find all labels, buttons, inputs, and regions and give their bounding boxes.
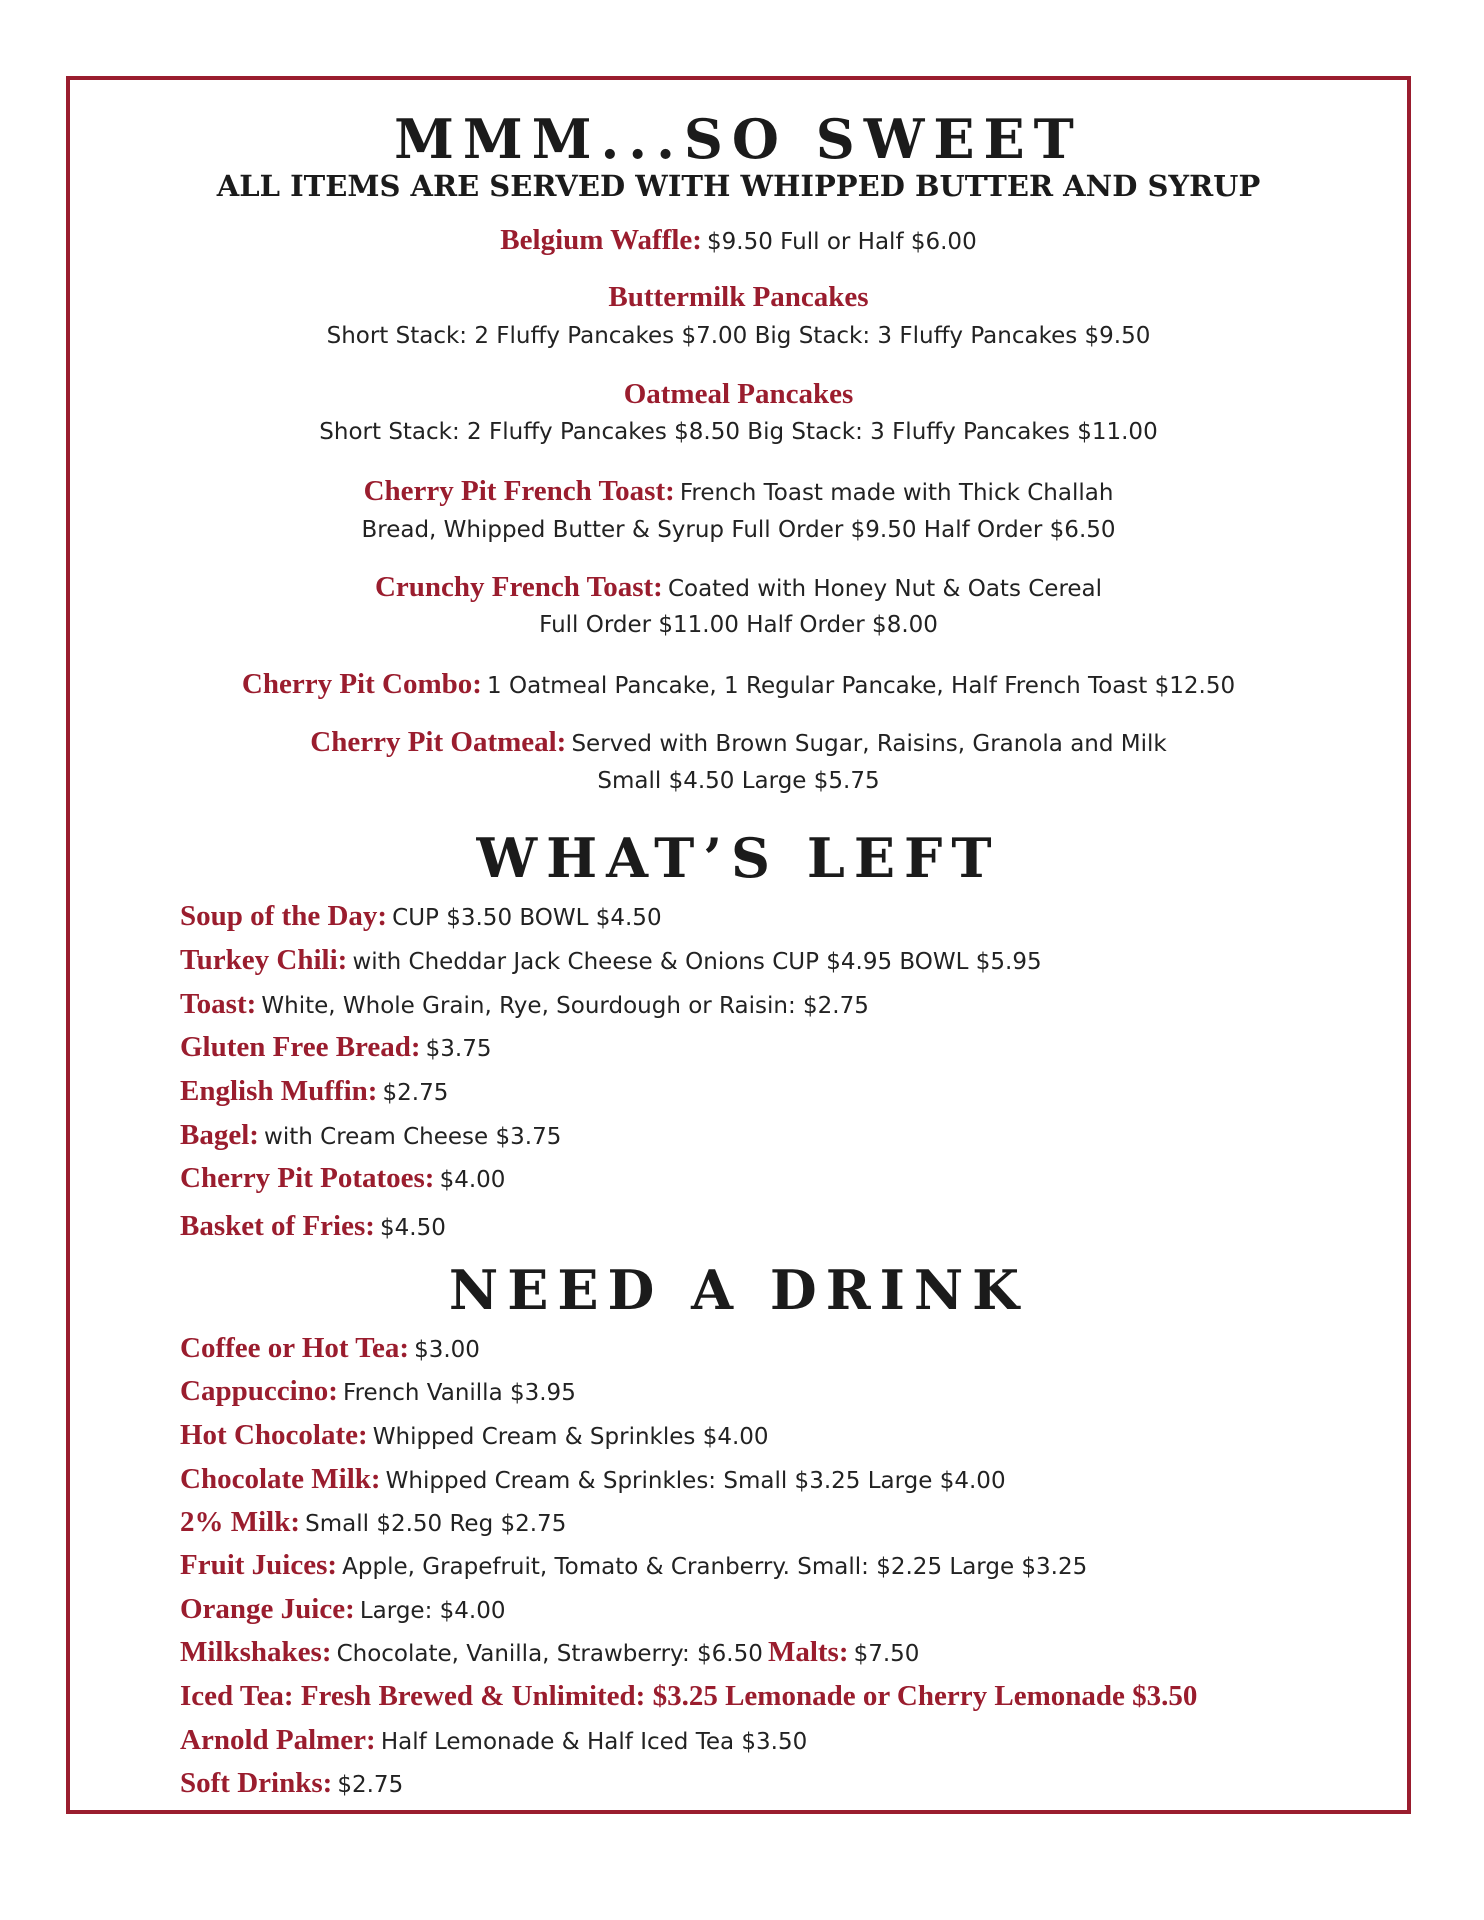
menu-item-hot-chocolate	[180, 1421, 769, 1450]
item-desc: Small $2.50 Reg $2.75	[305, 1511, 567, 1537]
item-name: Turkey Chili:	[180, 944, 348, 976]
menu-item-arnold-palmer	[180, 1726, 807, 1755]
item-desc: Short Stack: 2 Fluffy Pancakes $7.00 Big Stack: 3 Fluffy Pancakes $9.50	[326, 323, 1151, 349]
item-name: Cherry Pit Oatmeal:	[310, 726, 567, 758]
item-desc: French Toast made with Thick Challah	[679, 480, 1114, 506]
item-desc: Small $4.50 Large $5.75	[597, 768, 880, 794]
item-name: Toast:	[180, 988, 257, 1020]
item-name: Buttermilk Pancakes	[608, 281, 869, 313]
menu-item-cappuccino	[180, 1377, 576, 1406]
menu-item-orange-juice	[180, 1595, 505, 1624]
item-desc: Served with Brown Sugar, Raisins, Granola and Milk	[571, 731, 1167, 757]
item-desc: $9.50 Full or Half $6.00	[707, 229, 977, 255]
oatmeal-pancakes-desc	[66, 421, 1411, 444]
item-desc: $3.00	[414, 1337, 480, 1363]
item-name: Arnold Palmer:	[180, 1724, 376, 1756]
item-name: Hot Chocolate:	[180, 1419, 368, 1451]
item-desc: Full Order $11.00 Half Order $8.00	[539, 612, 938, 638]
menu-item-soup	[180, 902, 662, 931]
item-desc: Whipped Cream & Sprinkles $4.00	[372, 1424, 769, 1450]
menu-item-milkshakes	[180, 1638, 919, 1667]
menu-item-cherry-pit-combo	[66, 670, 1411, 699]
sweet-subtitle: ALL ITEMS ARE SERVED WITH WHIPPED BUTTER AND SYRUP	[216, 169, 1261, 203]
menu-item-oatmeal-pancakes	[66, 380, 1411, 409]
item-name: Cherry Pit French Toast:	[363, 475, 675, 507]
menu-item-cherry-pit-potatoes	[180, 1164, 505, 1193]
menu-item-2-percent-milk	[180, 1508, 566, 1537]
item-desc: $2.75	[337, 1772, 404, 1798]
menu-item-basket-of-fries	[180, 1212, 446, 1241]
item-desc-malts: $7.50	[853, 1641, 920, 1667]
item-desc: with Cheddar Jack Cheese & Onions CUP $4.95 BOWL $5.95	[352, 949, 1042, 975]
section-title-whats-left: WHAT’S LEFT	[476, 826, 1001, 890]
item-desc: $3.75	[425, 1036, 492, 1062]
menu-item-cherry-pit-french-toast	[66, 477, 1411, 506]
menu-item-chocolate-milk	[180, 1465, 1006, 1494]
menu-item-gluten-free-bread	[180, 1033, 492, 1062]
item-desc: Whipped Cream & Sprinkles: Small $3.25 Large $4.00	[385, 1468, 1006, 1494]
item-desc: Coated with Honey Nut & Oats Cereal	[667, 576, 1103, 602]
item-name: Coffee or Hot Tea:	[180, 1332, 409, 1364]
item-desc: $2.75	[382, 1080, 449, 1106]
item-name: Belgium Waffle:	[500, 224, 702, 256]
menu-item-soft-drinks	[180, 1769, 403, 1798]
menu-item-crunchy-french-toast	[66, 573, 1411, 602]
menu-item-turkey-chili	[180, 946, 1042, 975]
item-name: Milkshakes:	[180, 1636, 332, 1668]
item-desc: Large: $4.00	[359, 1598, 506, 1624]
item-name: Oatmeal Pancakes	[623, 378, 854, 410]
item-desc: Half Lemonade & Half Iced Tea $3.50	[380, 1729, 808, 1755]
item-name: English Muffin:	[180, 1075, 378, 1107]
item-desc: Chocolate, Vanilla, Strawberry: $6.50	[336, 1641, 763, 1667]
item-name: Crunchy French Toast:	[374, 571, 663, 603]
item-name: Chocolate Milk:	[180, 1463, 381, 1495]
menu-item-fruit-juices	[180, 1551, 1087, 1580]
item-name: Orange Juice:	[180, 1593, 355, 1625]
menu-item-english-muffin	[180, 1077, 448, 1106]
menu-item-cherry-pit-oatmeal	[66, 728, 1411, 757]
item-desc: with Cream Cheese $3.75	[264, 1124, 562, 1150]
buttermilk-pancakes-desc	[66, 325, 1411, 348]
item-name: 2% Milk:	[180, 1506, 301, 1538]
item-desc: Short Stack: 2 Fluffy Pancakes $8.50 Big Stack: 3 Fluffy Pancakes $11.00	[319, 419, 1158, 445]
menu-item-iced-tea	[180, 1682, 1197, 1711]
item-name: Bagel:	[180, 1119, 259, 1151]
menu-item-toast	[180, 990, 869, 1019]
item-name: Basket of Fries:	[180, 1210, 375, 1242]
item-name: Iced Tea: Fresh Brewed & Unlimited: $3.25 Lemonade or Cherry Lemonade $3.50	[180, 1680, 1198, 1712]
item-name: Cappuccino:	[180, 1375, 338, 1407]
item-name: Soft Drinks:	[180, 1767, 333, 1799]
item-desc: 1 Oatmeal Pancake, 1 Regular Pancake, Half French Toast $12.50	[487, 673, 1236, 699]
item-desc: $4.00	[439, 1167, 506, 1193]
item-name: Cherry Pit Potatoes:	[180, 1162, 435, 1194]
menu-item-bagel	[180, 1121, 561, 1150]
item-desc: CUP $3.50 BOWL $4.50	[392, 905, 662, 931]
item-desc: Apple, Grapefruit, Tomato & Cranberry. Small: $2.25 Large $3.25	[342, 1554, 1088, 1580]
section-title-sweet: MMM...SO SWEET	[394, 107, 1083, 171]
crunchy-french-toast-desc	[66, 614, 1411, 637]
item-name: Cherry Pit Combo:	[241, 668, 482, 700]
menu-item-coffee-or-hot-tea	[180, 1334, 480, 1363]
item-desc: French Vanilla $3.95	[343, 1380, 576, 1406]
item-name: Gluten Free Bread:	[180, 1031, 421, 1063]
item-name: Soup of the Day:	[180, 900, 388, 932]
cherry-pit-oatmeal-desc	[66, 770, 1411, 793]
item-desc: Bread, Whipped Butter & Syrup Full Order $9.50 Half Order $6.50	[361, 517, 1116, 543]
cherry-pit-french-toast-desc	[66, 519, 1411, 542]
item-desc: White, Whole Grain, Rye, Sourdough or Raisin: $2.75	[261, 993, 869, 1019]
item-name-malts: Malts:	[767, 1636, 849, 1668]
menu-item-buttermilk-pancakes	[66, 283, 1411, 312]
section-title-need-a-drink: NEED A DRINK	[448, 1258, 1029, 1322]
menu-item-belgium-waffle	[66, 226, 1411, 255]
item-desc: $4.50	[380, 1215, 446, 1241]
item-name: Fruit Juices:	[180, 1549, 338, 1581]
